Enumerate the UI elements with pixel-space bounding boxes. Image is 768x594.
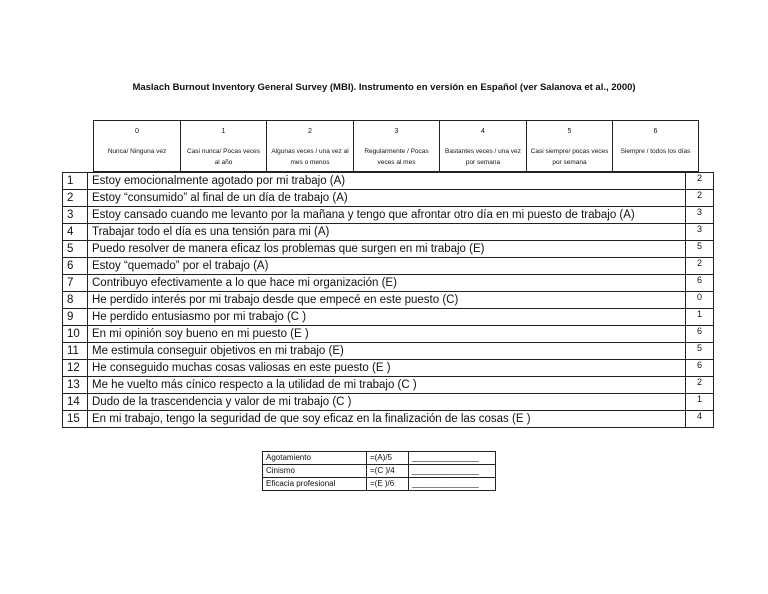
table-row [63, 275, 714, 292]
item-text: Estoy cansado cuando me levanto por la mañana y tengo que afrontar otro día en mi puesto de trabajo (A) [88, 207, 686, 224]
item-answer[interactable]: 5 [686, 343, 714, 360]
scale-label: Bastantes veces / una vez por semana [445, 148, 521, 166]
item-answer[interactable]: 6 [686, 360, 714, 377]
item-number: 3 [63, 207, 88, 224]
item-answer[interactable]: 2 [686, 173, 714, 190]
table-row [63, 258, 714, 275]
item-answer[interactable]: 2 [686, 258, 714, 275]
item-text: Estoy emocionalmente agotado por mi trabajo (A) [88, 173, 686, 190]
item-answer[interactable]: 2 [686, 377, 714, 394]
items-table [62, 172, 714, 428]
item-answer[interactable]: 3 [686, 207, 714, 224]
scale-option [94, 121, 181, 172]
scale-label: Casi nunca/ Pocas veces al año [187, 148, 260, 166]
item-text: He perdido entusiasmo por mi trabajo (C ) [88, 309, 686, 326]
table-row [63, 326, 714, 343]
item-text: Puedo resolver de manera eficaz los problemas que surgen en mi trabajo (E) [88, 241, 686, 258]
item-number: 2 [63, 190, 88, 207]
item-answer[interactable]: 6 [686, 275, 714, 292]
table-row [63, 173, 714, 190]
item-text: He conseguido muchas cosas valiosas en este puesto (E ) [88, 360, 686, 377]
item-answer[interactable]: 2 [686, 190, 714, 207]
item-answer[interactable]: 5 [686, 241, 714, 258]
item-text: En mi trabajo, tengo la seguridad de que soy eficaz en la finalización de las cosas (E ) [88, 411, 686, 428]
response-scale [93, 120, 699, 172]
scale-number: 0 [135, 128, 139, 135]
dimension-formula: =(C )/4 [367, 465, 409, 478]
scale-number: 2 [308, 128, 312, 135]
item-number: 8 [63, 292, 88, 309]
table-row [263, 478, 496, 491]
item-number: 9 [63, 309, 88, 326]
item-answer[interactable]: 0 [686, 292, 714, 309]
item-text: Estoy “quemado” por el trabajo (A) [88, 258, 686, 275]
item-number: 13 [63, 377, 88, 394]
item-text: En mi opinión soy bueno en mi puesto (E ) [88, 326, 686, 343]
table-row [63, 292, 714, 309]
scale-option [181, 121, 267, 172]
table-row [263, 452, 496, 465]
table-row [63, 309, 714, 326]
item-answer[interactable]: 1 [686, 309, 714, 326]
scale-option [440, 121, 527, 172]
item-number: 7 [63, 275, 88, 292]
item-number: 12 [63, 360, 88, 377]
table-row [263, 465, 496, 478]
table-row [63, 343, 714, 360]
score-blank[interactable]: _______________ [409, 452, 496, 465]
scale-label: Siempre / todos los días [620, 148, 691, 155]
table-row [63, 207, 714, 224]
scale-option [613, 121, 699, 172]
table-row [63, 190, 714, 207]
score-blank[interactable]: _______________ [409, 478, 496, 491]
dimension-formula: =(E )/6 [367, 478, 409, 491]
item-number: 10 [63, 326, 88, 343]
scale-option [354, 121, 440, 172]
item-text: Estoy “consumido” al final de un día de trabajo (A) [88, 190, 686, 207]
scale-number: 1 [221, 128, 226, 135]
item-text: He perdido interés por mi trabajo desde que empecé en este puesto (C) [88, 292, 686, 309]
item-number: 5 [63, 241, 88, 258]
item-text: Me he vuelto más cínico respecto a la utilidad de mi trabajo (C ) [88, 377, 686, 394]
table-row [63, 394, 714, 411]
table-row [63, 360, 714, 377]
score-summary-table [262, 451, 496, 491]
dimension-formula: =(A)/5 [367, 452, 409, 465]
item-number: 6 [63, 258, 88, 275]
scale-number: 6 [653, 128, 658, 135]
table-row [63, 241, 714, 258]
scale-label: Algunas veces / una vez al mes o menos [271, 148, 349, 166]
dimension-label: Eficacia profesional [263, 478, 367, 491]
item-answer[interactable]: 1 [686, 394, 714, 411]
scale-label: Casi siempre/ pocas veces por semana [530, 148, 609, 166]
item-number: 14 [63, 394, 88, 411]
scale-label: Regularmente / Pocas veces al mes [364, 148, 429, 166]
item-text: Trabajar todo el día es una tensión para mi (A) [88, 224, 686, 241]
item-answer[interactable]: 3 [686, 224, 714, 241]
scale-label: Nunca/ Ninguna vez [107, 148, 167, 155]
scale-number: 3 [394, 128, 399, 135]
item-text: Me estimula conseguir objetivos en mi trabajo (E) [88, 343, 686, 360]
item-number: 15 [63, 411, 88, 428]
table-row [63, 377, 714, 394]
scale-option [527, 121, 613, 172]
item-answer[interactable]: 6 [686, 326, 714, 343]
table-row [63, 411, 714, 428]
item-number: 1 [63, 173, 88, 190]
scale-number: 5 [567, 128, 572, 135]
scale-option [267, 121, 354, 172]
document-title: Maslach Burnout Inventory General Survey (MBI). Instrumento en versión en Español (ver Salanova et al., 2000) [132, 82, 636, 93]
item-text: Dudo de la trascendencia y valor de mi trabajo (C ) [88, 394, 686, 411]
table-row [63, 224, 714, 241]
score-blank[interactable]: _______________ [409, 465, 496, 478]
item-number: 4 [63, 224, 88, 241]
item-answer[interactable]: 4 [686, 411, 714, 428]
dimension-label: Agotamiento [263, 452, 367, 465]
dimension-label: Cinismo [263, 465, 367, 478]
item-number: 11 [63, 343, 88, 360]
scale-number: 4 [481, 128, 485, 135]
item-text: Contribuyo efectivamente a lo que hace mi organización (E) [88, 275, 686, 292]
